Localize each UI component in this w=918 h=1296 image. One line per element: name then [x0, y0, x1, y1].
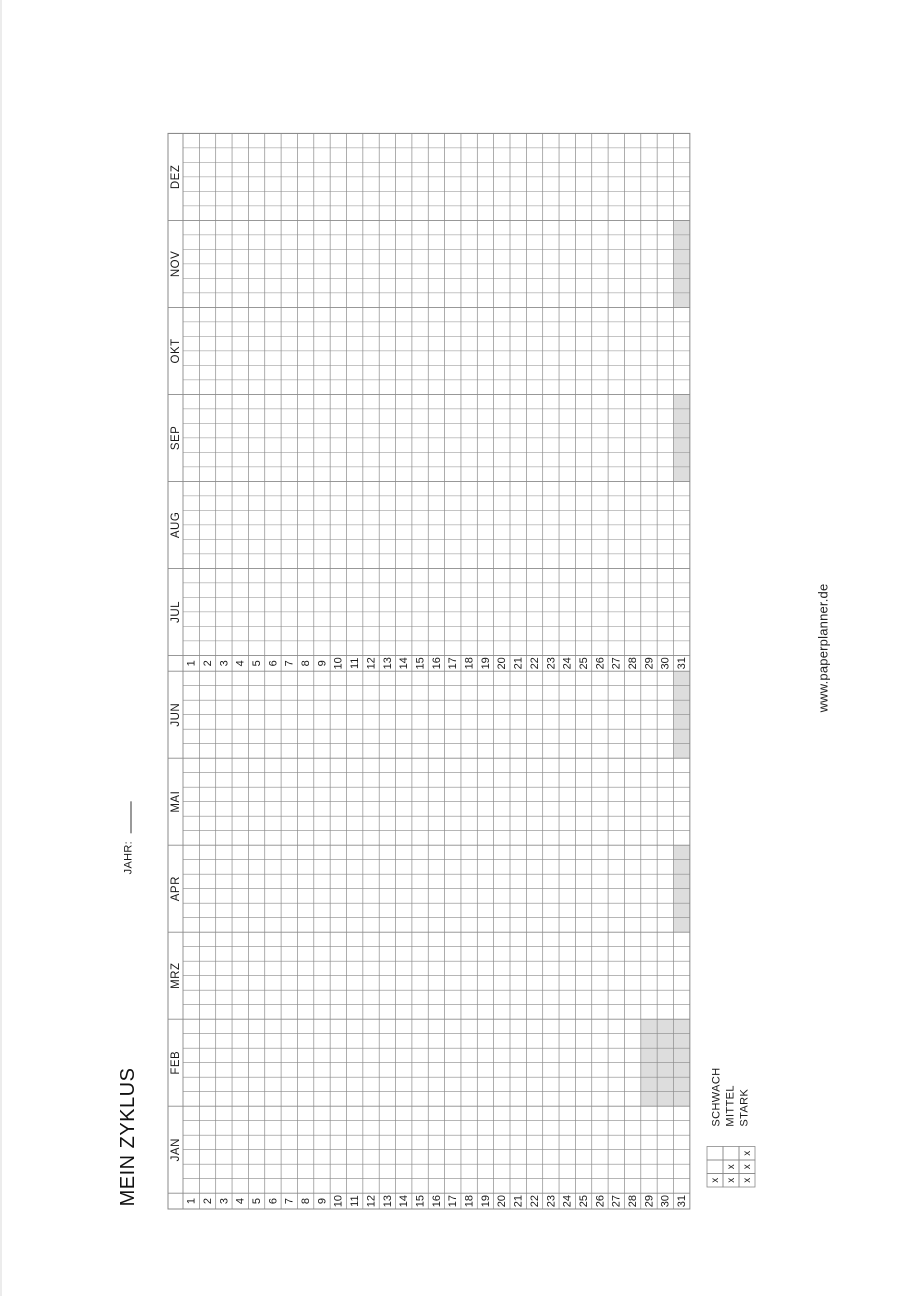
day-number-label: 24	[561, 657, 574, 670]
legend-label-schwach: SCHWACH	[710, 1067, 723, 1127]
month-label-jan: JAN	[170, 1138, 183, 1162]
day-number-label: 14	[398, 1194, 411, 1208]
legend-mark-x: x	[710, 1177, 722, 1183]
day-number-label: 25	[577, 657, 590, 670]
day-number-label: 27	[610, 1194, 623, 1208]
month-label-aug: AUG	[170, 511, 183, 539]
day-number-label: 26	[594, 1194, 607, 1208]
day-number-label: 20	[496, 657, 509, 670]
month-label-okt: OKT	[170, 338, 183, 364]
month-label-nov: NOV	[170, 250, 183, 278]
month-label-feb: FEB	[170, 1050, 183, 1075]
day-number-label: 29	[643, 657, 656, 670]
day-number-label: 3	[218, 1198, 231, 1205]
day-number-label: 29	[643, 1194, 656, 1208]
website-url: www.paperplanner.de	[815, 583, 831, 713]
day-number-label: 14	[398, 657, 411, 670]
day-number-label: 11	[349, 657, 362, 670]
day-number-label: 16	[430, 1194, 443, 1208]
month-label-dez: DEZ	[170, 164, 183, 190]
legend-mark-x: x	[742, 1177, 754, 1183]
day-number-label: 4	[234, 1198, 247, 1205]
legend-label-mittel: MITTEL	[724, 1085, 737, 1127]
day-number-label: 2	[201, 660, 214, 667]
legend-mark-x: x	[742, 1164, 754, 1170]
day-number-label: 10	[332, 1194, 345, 1208]
day-number-label: 31	[676, 1194, 689, 1208]
day-number-label: 30	[659, 1194, 672, 1208]
month-label-mrz: MRZ	[170, 962, 183, 989]
day-number-label: 8	[300, 660, 313, 667]
day-number-label: 18	[463, 1194, 476, 1208]
day-number-label: 21	[512, 1194, 525, 1208]
day-number-label: 23	[545, 1194, 558, 1208]
day-number-label: 13	[381, 1194, 394, 1208]
day-number-label: 24	[561, 1194, 574, 1208]
month-label-mai: MAI	[170, 790, 183, 813]
legend-mark-x: x	[742, 1150, 754, 1156]
legend-label-stark: STARK	[738, 1088, 751, 1127]
day-number-label: 1	[185, 660, 198, 667]
day-number-label: 18	[463, 657, 476, 670]
day-number-label: 25	[577, 1194, 590, 1208]
month-label-jun: JUN	[170, 702, 183, 727]
day-number-label: 17	[447, 1194, 460, 1208]
day-number-label: 9	[316, 660, 329, 667]
day-number-label: 12	[365, 657, 378, 670]
legend-mark-x: x	[726, 1177, 738, 1183]
day-number-label: 16	[430, 657, 443, 670]
month-label-sep: SEP	[170, 425, 183, 451]
day-number-label: 12	[365, 1194, 378, 1208]
day-number-label: 27	[610, 657, 623, 670]
day-number-label: 15	[414, 657, 427, 670]
day-number-label: 1	[185, 1198, 198, 1205]
day-number-label: 22	[528, 1194, 541, 1208]
day-number-label: 8	[300, 1198, 313, 1205]
month-label-apr: APR	[170, 876, 183, 902]
day-number-label: 26	[594, 657, 607, 670]
day-number-label: 30	[659, 657, 672, 670]
day-number-label: 28	[627, 657, 640, 670]
day-number-label: 19	[479, 1194, 492, 1208]
day-number-label: 19	[479, 657, 492, 670]
day-number-label: 3	[218, 660, 231, 667]
day-number-label: 9	[316, 1198, 329, 1205]
day-number-label: 31	[676, 657, 689, 670]
day-number-label: 7	[283, 660, 296, 667]
day-number-label: 20	[496, 1194, 509, 1208]
day-number-label: 11	[349, 1195, 362, 1207]
day-number-label: 5	[250, 660, 263, 667]
day-number-label: 23	[545, 657, 558, 670]
year-label-text: JAHR:	[122, 841, 135, 875]
day-number-label: 13	[381, 657, 394, 670]
day-number-label: 28	[627, 1194, 640, 1208]
day-number-label: 7	[283, 1198, 296, 1205]
day-number-label: 22	[528, 657, 541, 670]
day-number-label: 10	[332, 657, 345, 670]
day-number-label: 5	[250, 1198, 263, 1205]
day-number-label: 21	[512, 657, 525, 670]
day-number-label: 4	[234, 660, 247, 667]
day-number-label: 15	[414, 1194, 427, 1208]
day-number-label: 6	[267, 1198, 280, 1205]
page-title: MEIN ZYKLUS	[117, 1067, 139, 1207]
legend-mark-x: x	[726, 1164, 738, 1170]
day-number-label: 6	[267, 660, 280, 667]
grid-group	[168, 133, 690, 1209]
day-number-label: 17	[447, 657, 460, 670]
month-label-jul: JUL	[170, 600, 183, 623]
day-number-label: 2	[201, 1198, 214, 1205]
